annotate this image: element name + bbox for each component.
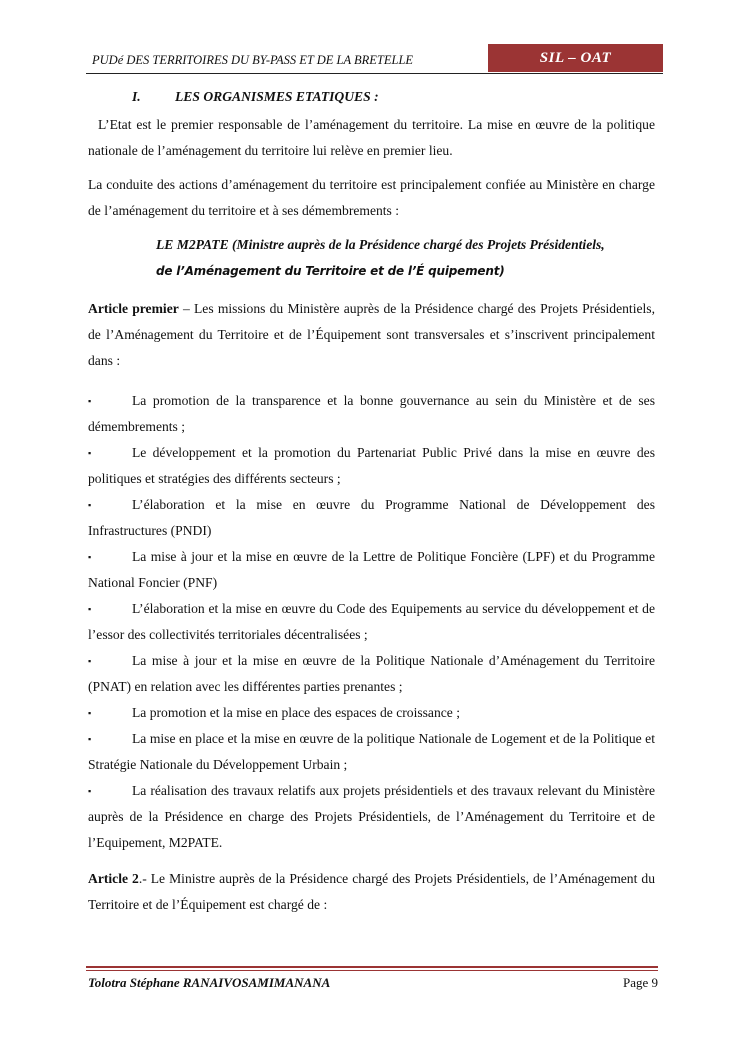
footer-rule-thin xyxy=(86,970,658,971)
missions-list xyxy=(88,388,655,856)
section-number: I. xyxy=(132,89,141,104)
bullet-icon: ▪ xyxy=(88,786,92,796)
bullet-icon: ▪ xyxy=(88,448,92,458)
list-item xyxy=(88,700,655,726)
bullet-icon: ▪ xyxy=(88,552,92,562)
m2pate-line1: LE M2PATE (Ministre auprès de la Présidence chargé des Projets Présidentiels, xyxy=(156,237,605,252)
header-rule xyxy=(86,73,663,74)
list-item-text: La promotion et la mise en place des espaces de croissance ; xyxy=(132,705,461,720)
page-header xyxy=(86,44,663,74)
bullet-icon: ▪ xyxy=(88,708,92,718)
article-2 xyxy=(88,866,655,918)
list-item xyxy=(88,648,655,700)
m2pate-line2: de l’Aménagement du Territoire et de l’É quipement) xyxy=(156,264,505,278)
article-premier-text: – Les missions du Ministère auprès de la Présidence chargé des Projets Présidentiels, de l’Aménagement du Territoire et de l’Équipement sont transversales et s’inscrivent principalement dans : xyxy=(88,301,655,368)
list-item-text: La mise à jour et la mise en œuvre de la Politique Nationale d’Aménagement du Territoire (PNAT) en relation avec les différentes parties prenantes ; xyxy=(88,653,655,694)
section-heading xyxy=(88,84,655,110)
list-item-text: La promotion de la transparence et la bonne gouvernance au sein du Ministère et de ses démembrements ; xyxy=(88,393,655,434)
bullet-icon: ▪ xyxy=(88,656,92,666)
footer-rule xyxy=(86,966,658,968)
page-footer xyxy=(86,966,658,990)
document-body xyxy=(88,80,655,926)
article-2-text: .- Le Ministre auprès de la Présidence chargé des Projets Présidentiels, de l’Aménagement du Territoire et de l’Équipement est chargé de : xyxy=(88,871,655,912)
list-item xyxy=(88,544,655,596)
list-item-text: La mise à jour et la mise en œuvre de la Lettre de Politique Foncière (LPF) et du Programme National Foncier (PNF) xyxy=(88,549,655,590)
list-item-text: La mise en place et la mise en œuvre de la politique Nationale de Logement et de la Politique et Stratégie Nationale du Développement Urbain ; xyxy=(88,731,655,772)
paragraph-intro: L’Etat est le premier responsable de l’aménagement du territoire. La mise en œuvre de la politique nationale de l’aménagement du territoire lui relève en premier lieu. xyxy=(88,117,655,158)
section-title: LES ORGANISMES ETATIQUES : xyxy=(175,89,379,104)
list-item xyxy=(88,726,655,778)
bullet-icon: ▪ xyxy=(88,604,92,614)
list-item-text: L’élaboration et la mise en œuvre du Code des Equipements au service du développement et de l’essor des collectivités territoriales décentralisées ; xyxy=(88,601,655,642)
footer-author: Tolotra Stéphane RANAIVOSAMIMANANA xyxy=(88,975,331,990)
list-item-text: L’élaboration et la mise en œuvre du Programme National de Développement des Infrastructures (PNDI) xyxy=(88,497,655,538)
list-item xyxy=(88,492,655,544)
header-title: PUDé DES TERRITOIRES DU BY-PASS ET DE LA BRETELLE xyxy=(92,53,414,67)
list-item xyxy=(88,596,655,648)
article-2-label: Article 2 xyxy=(88,871,139,886)
bullet-icon: ▪ xyxy=(88,396,92,406)
list-item xyxy=(88,440,655,492)
article-premier-label: Article premier xyxy=(88,301,179,316)
article-premier xyxy=(88,296,655,374)
list-item-text: Le développement et la promotion du Partenariat Public Privé dans la mise en œuvre des politiques et stratégies des différents secteurs ; xyxy=(88,445,655,486)
paragraph-conduct: La conduite des actions d’aménagement du territoire est principalement confiée au Ministère en charge de l’aménagement du territoire et à ses démembrements : xyxy=(88,177,655,218)
header-badge: SIL – OAT xyxy=(488,44,663,72)
list-item xyxy=(88,778,655,856)
m2pate-heading xyxy=(88,232,655,284)
list-item-text: La réalisation des travaux relatifs aux projets présidentiels et des travaux relevant du Ministère auprès de la Présidence en charge des Projets Présidentiels, de l’Aménagement du Territoire et de l’Equipement, M2PATE. xyxy=(88,783,655,850)
bullet-icon: ▪ xyxy=(88,734,92,744)
page-number: Page 9 xyxy=(622,975,658,990)
bullet-icon: ▪ xyxy=(88,500,92,510)
list-item xyxy=(88,388,655,440)
